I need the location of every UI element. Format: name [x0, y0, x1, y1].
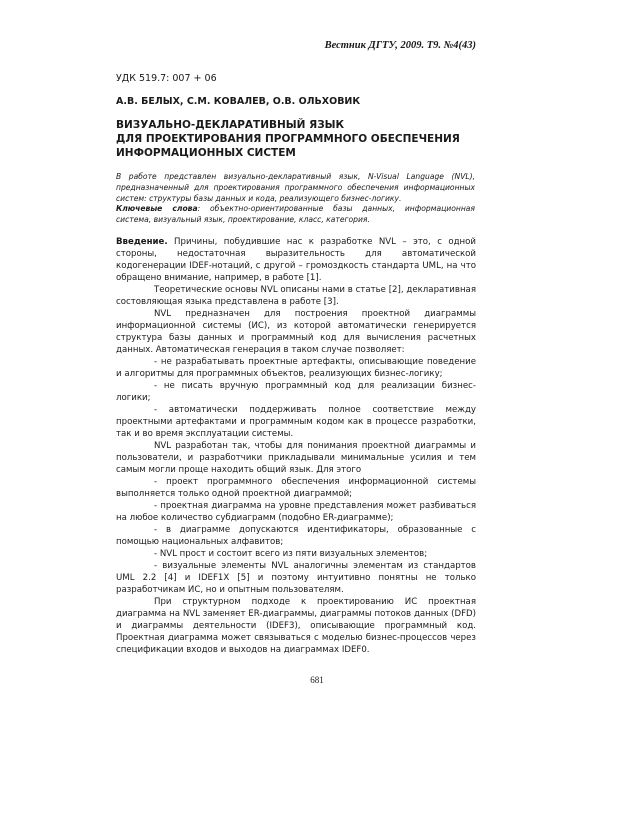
list-item: - не разрабатывать проектные артефакты, описывающие поведение и алгоритмы для программных объектов, реализующих бизнес-логику; [116, 357, 476, 379]
keywords-list: : объектно-ориентированные базы данных, информационная система, визуальный язык, проектирование, класс, категория. [116, 204, 476, 225]
body-paragraph: Теоретические основы NVL описаны нами в статье [2], декларативная состовляющая языка представлена в работе [3]. [116, 285, 476, 307]
title-line: ДЛЯ ПРОЕКТИРОВАНИЯ ПРОГРАММНОГО ОБЕСПЕЧЕНИЯ [116, 133, 460, 145]
body-paragraph: NVL разработан так, чтобы для понимания проектной диаграммы и пользователи, и разработчики прикладывали минимальные усилия и тем самым могли проще находить общий язык. Для этого [116, 441, 476, 475]
journal-header: Вестник ДГТУ, 2009. Т9. №4(43) [324, 40, 476, 51]
abstract [116, 172, 475, 226]
intro-text: Причины, побудившие нас к разработке NVL – это, с одной стороны, недостаточная выразительность для автоматической кодогенерации IDEF-нотаций, с другой – громоздкость стандарта UML, на что обращено внимание, например, в работе [1]. [116, 237, 476, 283]
authors: А.В. БЕЛЫХ, С.М. КОВАЛЕВ, О.В. ОЛЬХОВИК [116, 96, 361, 107]
list-item: - в диаграмме допускаются идентификаторы, образованные с помощью национальных алфавитов; [116, 525, 476, 547]
list-item: - проектная диаграмма на уровне представления может разбиваться на любое количество субдиаграмм (подобно ER-диаграмме); [116, 501, 476, 523]
title-line: ВИЗУАЛЬНО-ДЕКЛАРАТИВНЫЙ ЯЗЫК [116, 119, 345, 131]
intro-paragraph [116, 236, 476, 284]
body-paragraph: NVL предназначен для построения проектной диаграммы информационной системы (ИС), из которой автоматически генерируется структура базы данных и программный код для вычисления расчетных данных. Автоматическая генерация в таком случае позволяет: [116, 309, 476, 355]
list-item: - NVL прост и состоит всего из пяти визуальных элементов; [154, 549, 428, 559]
page-number: 681 [310, 675, 324, 685]
abstract-text: В работе представлен визуально-декларативный язык, N-Visual Language (NVL), предназначенный для проектирования программного обеспечения информационных систем: структуры базы данных и кода, реализующего бизнес-логику. [116, 172, 475, 203]
intro-label: Введение. [116, 237, 168, 247]
keywords [116, 204, 475, 226]
udk-code: УДК 519.7: 007 + 06 [116, 73, 217, 84]
list-item: - проект программного обеспечения информационной системы выполняется только одной проектной диаграммой; [116, 477, 476, 499]
title-line: ИНФОРМАЦИОННЫХ СИСТЕМ [116, 147, 296, 159]
body-paragraph: При структурном подходе к проектированию ИС проектная диаграмма на NVL заменяет ER-диаграммы, диаграммы потоков данных (DFD) и диаграммы деятельности (IDEF3), описывающие программный код. Проектная диаграмма может связываться с моделью бизнес-процессов через спецификации входов и выходов на диаграммах IDEF0. [116, 597, 476, 655]
list-item: - не писать вручную программный код для реализации бизнес-логики; [116, 381, 476, 403]
article-title [116, 118, 476, 160]
list-item: - автоматически поддерживать полное соответствие между проектными артефактами и программным кодом как в процессе разработки, так и во время эксплуатации системы. [116, 405, 476, 439]
keywords-label: Ключевые слова [116, 204, 198, 214]
article-body [116, 236, 476, 656]
list-item: - визуальные элементы NVL аналогичны элементам из стандартов UML 2.2 [4] и IDEF1X [5] и поэтому интуитивно понятны не только разработчикам ИС, но и опытным пользователям. [116, 561, 476, 595]
